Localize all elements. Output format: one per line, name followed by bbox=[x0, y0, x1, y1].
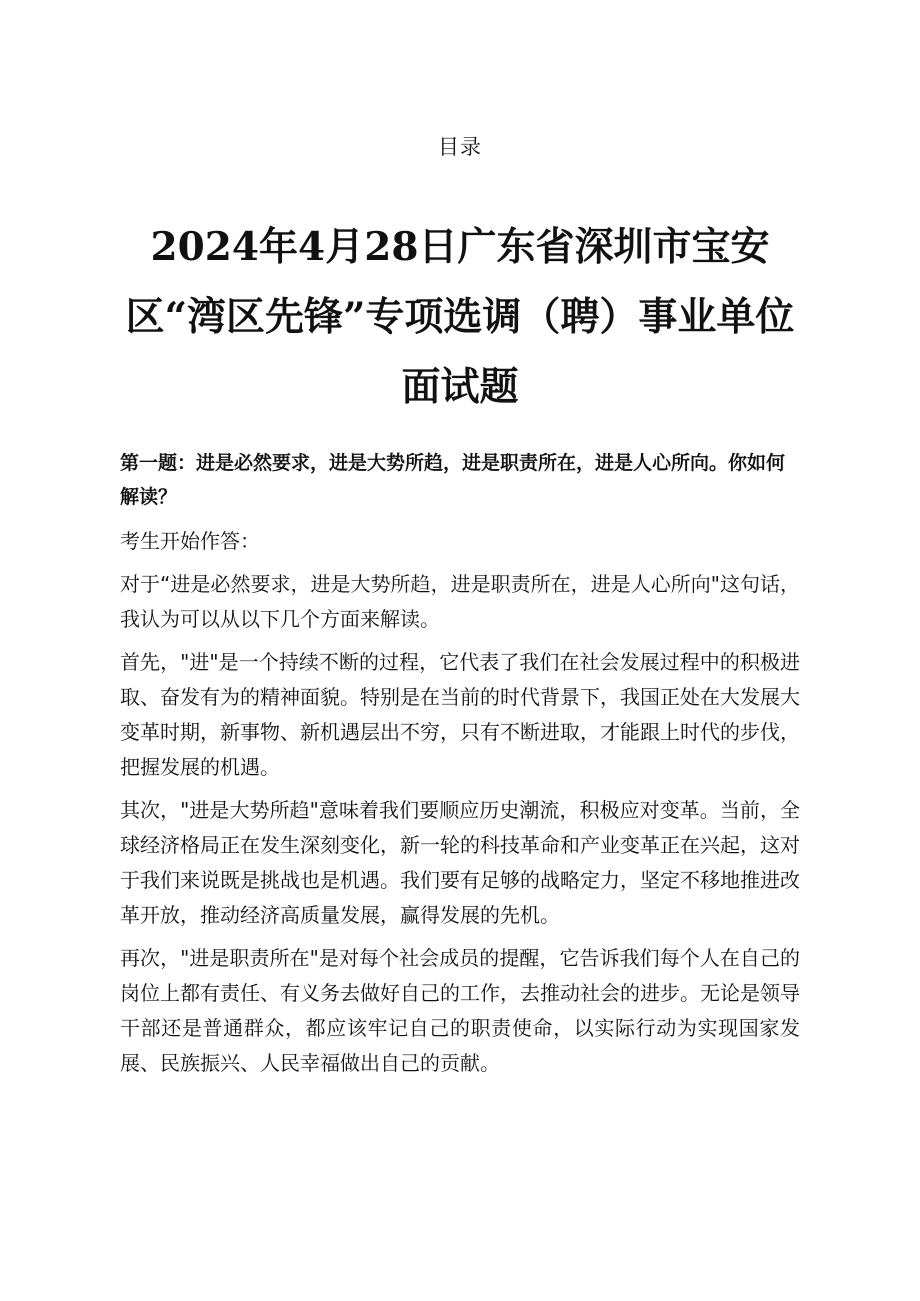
answer-paragraph: 再次，"进是职责所在"是对每个社会成员的提醒，它告诉我们每个人在自己的岗位上都有责任、有义务去做好自己的工作，去推动社会的进步。无论是领导干部还是普通群众，都应该牢记自己的职责使命，以实际行动为实现国家发展、民族振兴、人民幸福做出自己的贡献。 bbox=[120, 946, 800, 1075]
answer-paragraph: 首先，"进"是一个持续不断的过程，它代表了我们在社会发展过程中的积极进取、奋发有为的精神面貌。特别是在当前的时代背景下，我国正处在大发展大变革时期，新事物、新机遇层出不穷，只有不断进取，才能跟上时代的步伐，把握发展的机遇。 bbox=[120, 650, 800, 779]
answer-intro: 考生开始作答： bbox=[120, 529, 260, 553]
document-body bbox=[120, 446, 800, 1089]
answer-paragraph: 对于“进是必然要求，进是大势所趋，进是职责所在，进是人心所向"这句话，我认为可以从以下几个方面来解读。 bbox=[120, 572, 800, 631]
answer-paragraph: 其次，"进是大势所趋"意味着我们要顺应历史潮流，积极应对变革。当前，全球经济格局正在发生深刻变化，新一轮的科技革命和产业变革正在兴起，这对于我们来说既是挑战也是机遇。我们要有足够的战略定力，坚定不移地推进改革开放，推动经济高质量发展，赢得发展的先机。 bbox=[120, 798, 800, 927]
toc-label: 目录 bbox=[438, 135, 482, 159]
question-heading: 第一题：进是必然要求，进是大势所趋，进是职责所在，进是人心所向。你如何解读？ bbox=[120, 452, 786, 508]
document-title: 2024年4月28日广东省深圳市宝安区“湾区先锋”专项选调（聘）事业单位面试题 bbox=[125, 224, 795, 410]
